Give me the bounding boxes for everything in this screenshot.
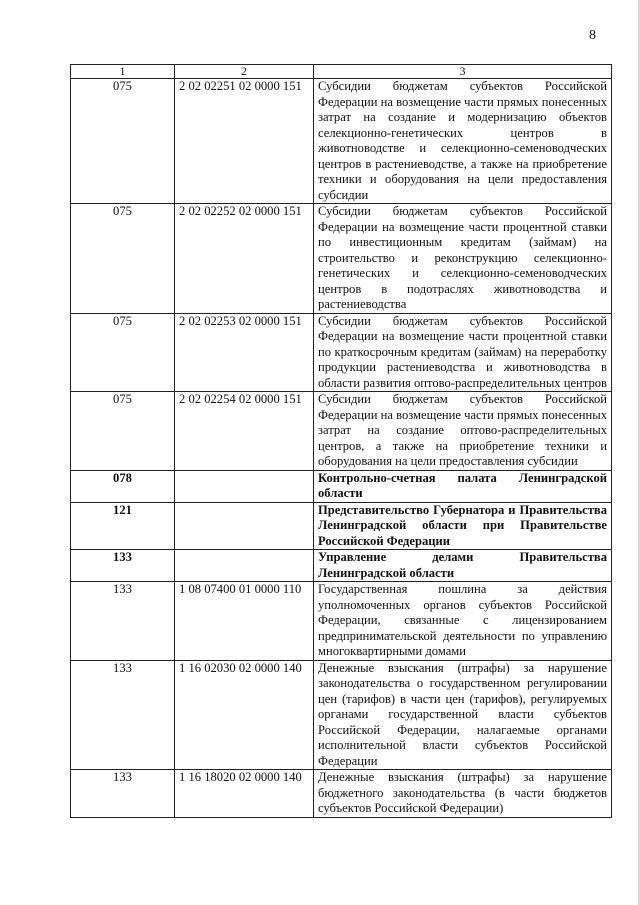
revenue-name-cell: Денежные взыскания (штрафы) за нарушение бюджетного законодательства (в части бюджетов субъектов Российской Федерации) <box>314 770 612 818</box>
table-header-row <box>71 65 612 79</box>
revenue-code-cell: 2 02 02251 02 0000 151 <box>175 79 314 204</box>
column-header: 2 <box>175 65 314 79</box>
admin-code-cell: 078 <box>71 470 175 502</box>
revenue-name-cell: Представительство Губернатора и Правительства Ленинградской области при Правительстве Российской Федерации <box>314 502 612 550</box>
admin-code-cell: 133 <box>71 770 175 818</box>
admin-code-cell: 133 <box>71 582 175 661</box>
table-row <box>71 502 612 550</box>
table-row <box>71 660 612 770</box>
page-number: 8 <box>589 28 596 43</box>
revenue-code-cell: 1 16 02030 02 0000 140 <box>175 660 314 770</box>
revenue-name-cell: Денежные взыскания (штрафы) за нарушение законодательства о государственном регулировании цен (тарифов) в части цен (тарифов), регулируемых органами государственной власти субъектов Российской Федерации, налагаемые органами исполнительной власти субъектов Российской Федерации <box>314 660 612 770</box>
revenue-name-cell: Государственная пошлина за действия уполномоченных органов субъектов Российской Федерации, связанные с лицензированием предпринимательской деятельности по управлению многоквартирными домами <box>314 582 612 661</box>
revenue-code-cell: 2 02 02253 02 0000 151 <box>175 313 314 392</box>
table-row <box>71 204 612 314</box>
admin-code-cell: 121 <box>71 502 175 550</box>
budget-classification-table <box>70 64 612 818</box>
table-row <box>71 770 612 818</box>
admin-code-cell: 133 <box>71 550 175 582</box>
revenue-code-cell <box>175 502 314 550</box>
column-header: 3 <box>314 65 612 79</box>
revenue-name-cell: Субсидии бюджетам субъектов Российской Федерации на возмещение части процентной ставки по краткосрочным кредитам (займам) на переработку продукции растениеводства и животноводства в области развития оптово-распределительных центров <box>314 313 612 392</box>
admin-code-cell: 075 <box>71 79 175 204</box>
revenue-code-cell <box>175 550 314 582</box>
admin-code-cell: 075 <box>71 204 175 314</box>
revenue-code-cell: 1 08 07400 01 0000 110 <box>175 582 314 661</box>
revenue-code-cell: 2 02 02252 02 0000 151 <box>175 204 314 314</box>
table-row <box>71 79 612 204</box>
admin-code-cell: 133 <box>71 660 175 770</box>
revenue-name-cell: Субсидии бюджетам субъектов Российской Федерации на возмещение части прямых понесенных затрат на создание и модернизацию объектов селекционно-генетических центров в животноводстве и селекционно-семеноводческих центров в растениеводстве, а также на приобретение техники и оборудования на цели предоставления субсидии <box>314 79 612 204</box>
column-header: 1 <box>71 65 175 79</box>
revenue-code-cell: 2 02 02254 02 0000 151 <box>175 392 314 471</box>
revenue-name-cell: Субсидии бюджетам субъектов Российской Федерации на возмещение части процентной ставки по инвестиционным кредитам (займам) на строительство и реконструкцию селекционно-генетических и селекционно-семеноводческих центров в подотраслях животноводства и растениеводства <box>314 204 612 314</box>
admin-code-cell: 075 <box>71 313 175 392</box>
revenue-code-cell: 1 16 18020 02 0000 140 <box>175 770 314 818</box>
table-row <box>71 550 612 582</box>
revenue-name-cell: Субсидии бюджетам субъектов Российской Федерации на возмещение части прямых понесенных затрат на создание оптово-распределительных центров, а также на приобретение техники и оборудования на цели предоставления субсидии <box>314 392 612 471</box>
revenue-name-cell: Управление делами Правительства Ленинградской области <box>314 550 612 582</box>
table-row <box>71 392 612 471</box>
revenue-code-cell <box>175 470 314 502</box>
admin-code-cell: 075 <box>71 392 175 471</box>
revenue-name-cell: Контрольно-счетная палата Ленинградской области <box>314 470 612 502</box>
table-row <box>71 470 612 502</box>
table-row <box>71 313 612 392</box>
table-row <box>71 582 612 661</box>
